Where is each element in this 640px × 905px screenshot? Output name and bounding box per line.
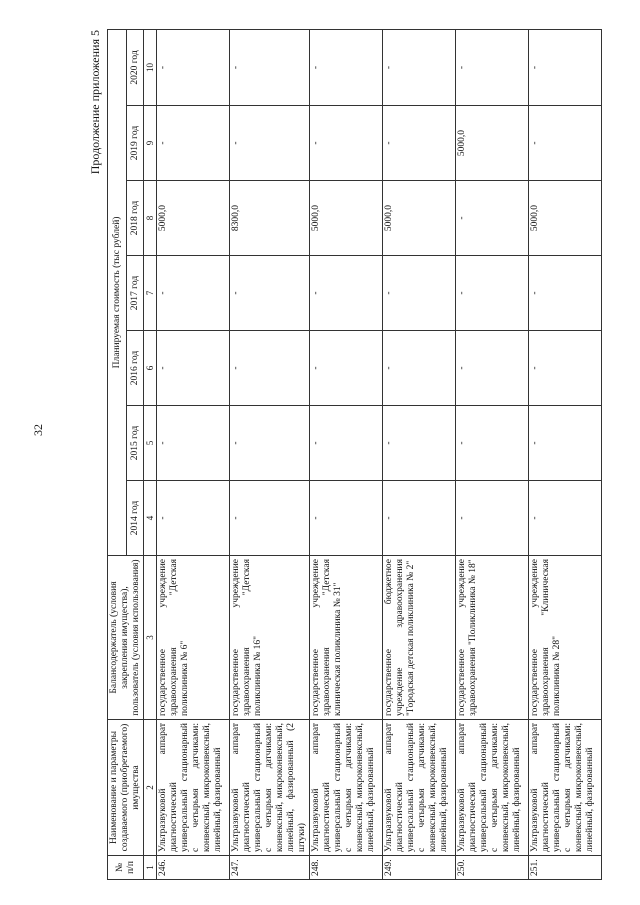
balance-holder: государственное учреждение здравоохранения "Клиническая поликлиника № 28" — [529, 556, 602, 720]
property-name: Ультразвуковой аппарат диагностический универсальный стационарный с четырьмя датчиками: конвексный, микроконвексный, линейный, фазированный — [383, 720, 456, 856]
cost-cell: - — [456, 29, 529, 105]
property-name: Ультразвуковой аппарат диагностический универсальный стационарный с четырьмя датчиками: конвексный, микроконвексный, линейный, фазированный (2 штуки) — [230, 720, 310, 856]
cost-cell: - — [456, 406, 529, 481]
cost-cell: - — [157, 406, 230, 481]
header-number: № п/п — [108, 856, 144, 880]
cost-cell: - — [310, 481, 383, 556]
column-index: 10 — [144, 29, 157, 105]
column-index: 2 — [144, 720, 157, 856]
row-number: 251. — [529, 856, 602, 880]
table-row — [529, 29, 602, 879]
column-index: 1 — [144, 856, 157, 880]
cost-cell: - — [456, 181, 529, 256]
table-row — [310, 29, 383, 879]
header-year: 2019 год — [127, 106, 144, 181]
column-index: 7 — [144, 256, 157, 331]
header-holder: Балансодержатель (условия закрепления имущества), пользователь (условия использования) — [108, 556, 144, 720]
cost-cell: - — [310, 331, 383, 406]
column-index: 6 — [144, 331, 157, 406]
cost-cell: - — [383, 481, 456, 556]
cost-cell: - — [529, 481, 602, 556]
cost-cell: - — [310, 256, 383, 331]
property-name: Ультразвуковой аппарат диагностический универсальный стационарный с четырьмя датчиками: конвексный, микроконвексный, линейный, фазированный — [456, 720, 529, 856]
cost-cell: - — [383, 331, 456, 406]
cost-cell: - — [383, 406, 456, 481]
balance-holder: государственное учреждение здравоохранения "Детская поликлиника № 6" — [157, 556, 230, 720]
page-number: 32 — [31, 424, 45, 436]
property-table — [107, 29, 602, 880]
header-year: 2015 год — [127, 406, 144, 481]
column-index: 8 — [144, 181, 157, 256]
header-year: 2017 год — [127, 256, 144, 331]
balance-holder: государственное учреждение здравоохранения "Детская поликлиника № 16" — [230, 556, 310, 720]
property-name: Ультразвуковой аппарат диагностический универсальный стационарный с четырьмя датчиками: конвексный, микроконвексный, линейный, фазированный — [529, 720, 602, 856]
cost-cell: - — [230, 256, 310, 331]
balance-holder: государственное учреждение здравоохранения "Поликлиника № 18" — [456, 556, 529, 720]
cost-cell: - — [230, 106, 310, 181]
cost-cell: - — [456, 481, 529, 556]
table-row — [456, 29, 529, 879]
rotated-page-content — [85, 30, 625, 880]
cost-cell: - — [157, 481, 230, 556]
header-cost: Планируемая стоимость (тыс рублей) — [108, 29, 127, 555]
row-number: 246. — [157, 856, 230, 880]
balance-holder: государственное учреждение здравоохранения "Детская клиническая поликлиника № 31" — [310, 556, 383, 720]
table-row — [383, 29, 456, 879]
cost-cell: - — [230, 481, 310, 556]
column-index: 4 — [144, 481, 157, 556]
header-year: 2016 год — [127, 331, 144, 406]
cost-cell: 5000,0 — [456, 106, 529, 181]
cost-cell: 5000,0 — [157, 181, 230, 256]
column-index: 3 — [144, 556, 157, 720]
cost-cell: - — [157, 331, 230, 406]
property-name: Ультразвуковой аппарат диагностический универсальный стационарный с четырьмя датчиками: конвексный, микроконвексный, линейный, фазированный — [310, 720, 383, 856]
cost-cell: - — [157, 256, 230, 331]
cost-cell: - — [529, 29, 602, 105]
cost-cell: - — [157, 106, 230, 181]
property-name: Ультразвуковой аппарат диагностический универсальный стационарный с четырьмя датчиками: конвексный, микроконвексный, линейный, фазированный — [157, 720, 230, 856]
cost-cell: - — [383, 106, 456, 181]
cost-cell: 5000,0 — [529, 181, 602, 256]
cost-cell: - — [529, 256, 602, 331]
cost-cell: - — [310, 406, 383, 481]
continuation-caption: Продолжение приложения 5 — [88, 30, 102, 175]
row-number: 250. — [456, 856, 529, 880]
cost-cell: - — [383, 256, 456, 331]
row-number: 249. — [383, 856, 456, 880]
cost-cell: - — [310, 106, 383, 181]
cost-cell: - — [230, 29, 310, 105]
cost-cell: - — [529, 331, 602, 406]
table-row — [230, 29, 310, 879]
cost-cell: - — [230, 331, 310, 406]
cost-cell: 5000,0 — [310, 181, 383, 256]
header-year: 2020 год — [127, 29, 144, 105]
cost-cell: - — [456, 331, 529, 406]
cost-cell: - — [310, 29, 383, 105]
column-index: 5 — [144, 406, 157, 481]
cost-cell: - — [456, 256, 529, 331]
cost-cell: - — [529, 406, 602, 481]
header-name: Наименование и параметры создаваемого (приобретаемого) имущества — [108, 720, 144, 856]
cost-cell: - — [157, 29, 230, 105]
header-year: 2014 год — [127, 481, 144, 556]
column-index: 9 — [144, 106, 157, 181]
cost-cell: 8300,0 — [230, 181, 310, 256]
cost-cell: - — [383, 29, 456, 105]
row-number: 247. — [230, 856, 310, 880]
cost-cell: - — [529, 106, 602, 181]
cost-cell: 5000,0 — [383, 181, 456, 256]
header-year: 2018 год — [127, 181, 144, 256]
row-number: 248. — [310, 856, 383, 880]
table-row — [157, 29, 230, 879]
balance-holder: государственное бюджетное учреждение здравоохранения "Городская детская поликлиника № 2" — [383, 556, 456, 720]
cost-cell: - — [230, 406, 310, 481]
